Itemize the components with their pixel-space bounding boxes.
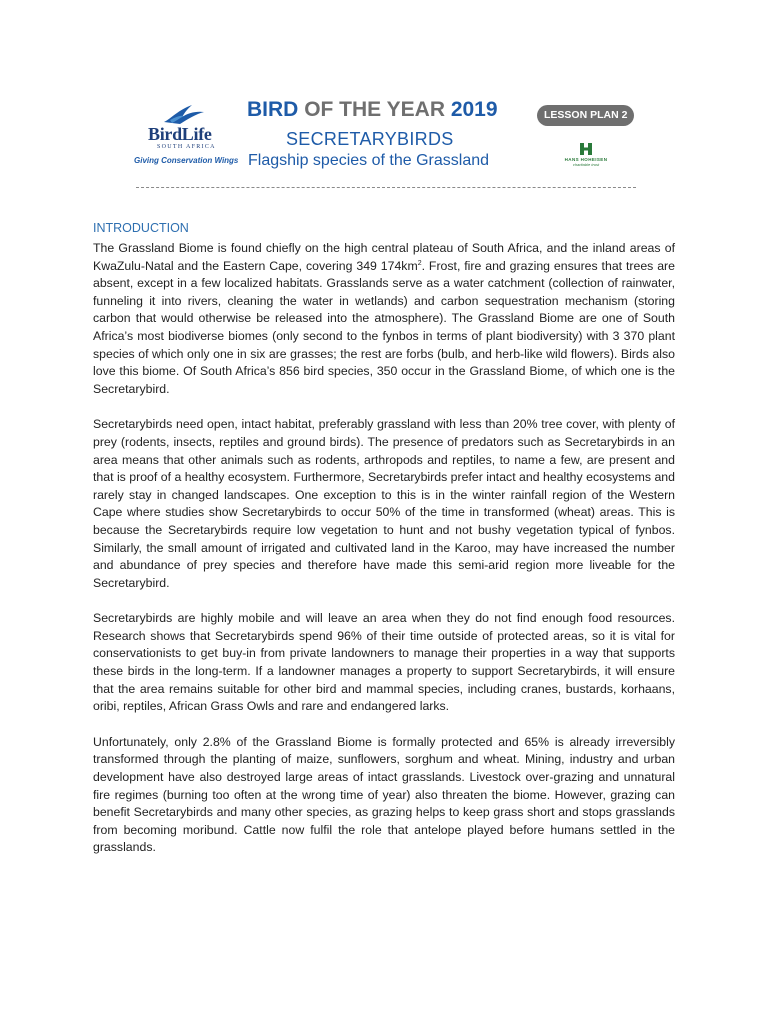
header-divider: [136, 187, 636, 188]
document-body: [93, 219, 675, 875]
logo-tagline: Giving Conservation Wings: [134, 156, 239, 165]
section-heading: INTRODUCTION: [93, 221, 189, 235]
paragraph-2: Secretarybirds need open, intact habitat, preferably grassland with less than 20% tree cover, with plenty of prey (rodents, insects, reptiles and ground birds). The presence of predators such as Secretarybirds in an area means that other animals such as rodents, arthropods and reptiles, to name a few, are present and that is proof of a healthy ecosystem. Furthermore, Secretarybirds prefer intact and healthy ecosystems and rarely stay in changed landscapes. One exception to this is in the winter rainfall region of the Western Cape where studies show Secretarybirds to occur 50% of the time in transformed (wheat) areas. This is because the Secretarybirds require low vegetation to hunt and not bushy vegetation typical of fynbos. Similarly, the small amount of irrigated and cultivated land in the Karoo, may have increased the number and abundance of prey species and therefore have made this semi-arid region more liveable for the Secretarybird.: [93, 417, 675, 590]
logo-name: BirdLife: [148, 124, 212, 144]
bird-icon: [162, 104, 206, 126]
title-year: 2019: [450, 98, 498, 121]
title-bird: BIRD: [247, 98, 299, 121]
page-header: [134, 96, 639, 176]
sponsor-name: HANS HOHEISEN: [564, 157, 608, 162]
lesson-badge: LESSON PLAN 2: [537, 105, 634, 126]
paragraph-1-text: The Grassland Biome is found chiefly on the high central plateau of South Africa, and the inland areas of KwaZulu-Natal and the Eastern Cape, covering 349 174km: [93, 241, 675, 273]
superscript-2: 2: [417, 259, 422, 267]
birdlife-logo: [134, 104, 244, 168]
document-title: [247, 98, 498, 122]
title-of: OF THE YEAR: [304, 98, 445, 121]
hoheisen-h-icon: [579, 142, 593, 156]
logo-region: SOUTH AFRICA: [157, 144, 216, 150]
sponsor-subtitle: charitable trust: [572, 162, 600, 167]
sponsor-logo: [555, 142, 617, 172]
paragraph-3: Secretarybirds are highly mobile and will leave an area when they do not find enough food resources. Research shows that Secretarybirds spend 96% of their time outside of protected areas, so it is vital for conservationists to get buy-in from private landowners to manage their properties in a way that supports these birds in the long-term. If a landowner manages a property to support Secretarybirds, it will ensure that the area remains suitable for other bird and mammal species, including cranes, bustards, korhaans, oribi, reptiles, African Grass Owls and rare and endangered larks.: [93, 611, 675, 714]
paragraph-1-text-continued: . Frost, fire and grazing ensures that trees are absent, except in a few localized habitats. Grasslands serve as a water catchment (collection of rainwater, funneling it into rivers, cleaning the water in wetlands) and carbon sequestration mechanism (storing carbon that would otherwise be released into the atmosphere). The Grassland Biome are one of South Africa’s most biodiverse biomes (only second to the fynbos in terms of plant biodiversity) with 3 370 plant species of which only one in six are grasses; the rest are forbs (bulb, and herb-like wild flowers). Birds also love this biome. Of South Africa’s 856 bird species, 350 occur in the Grassland Biome, of which one is the Secretarybird.: [93, 258, 675, 396]
document-subtitle: SECRETARYBIRDS: [286, 129, 454, 149]
document-tagline: Flagship species of the Grassland: [248, 152, 490, 169]
paragraph-1: [93, 240, 675, 398]
paragraph-4: Unfortunately, only 2.8% of the Grassland Biome is formally protected and 65% is already irreversibly transformed through the planting of maize, sunflowers, sorghum and wheat. Mining, industry and urban development have also destroyed large areas of intact grasslands. Livestock over-grazing and unnatural fire regimes (burning too often at the wrong time of year) also threaten the biome. However, grazing can benefit Secretarybirds and many other species, as grazing helps to keep grass short and stops grasslands from becoming moribund. Cattle now fulfil the role that antelope played before humans settled in the grasslands.: [93, 734, 675, 855]
